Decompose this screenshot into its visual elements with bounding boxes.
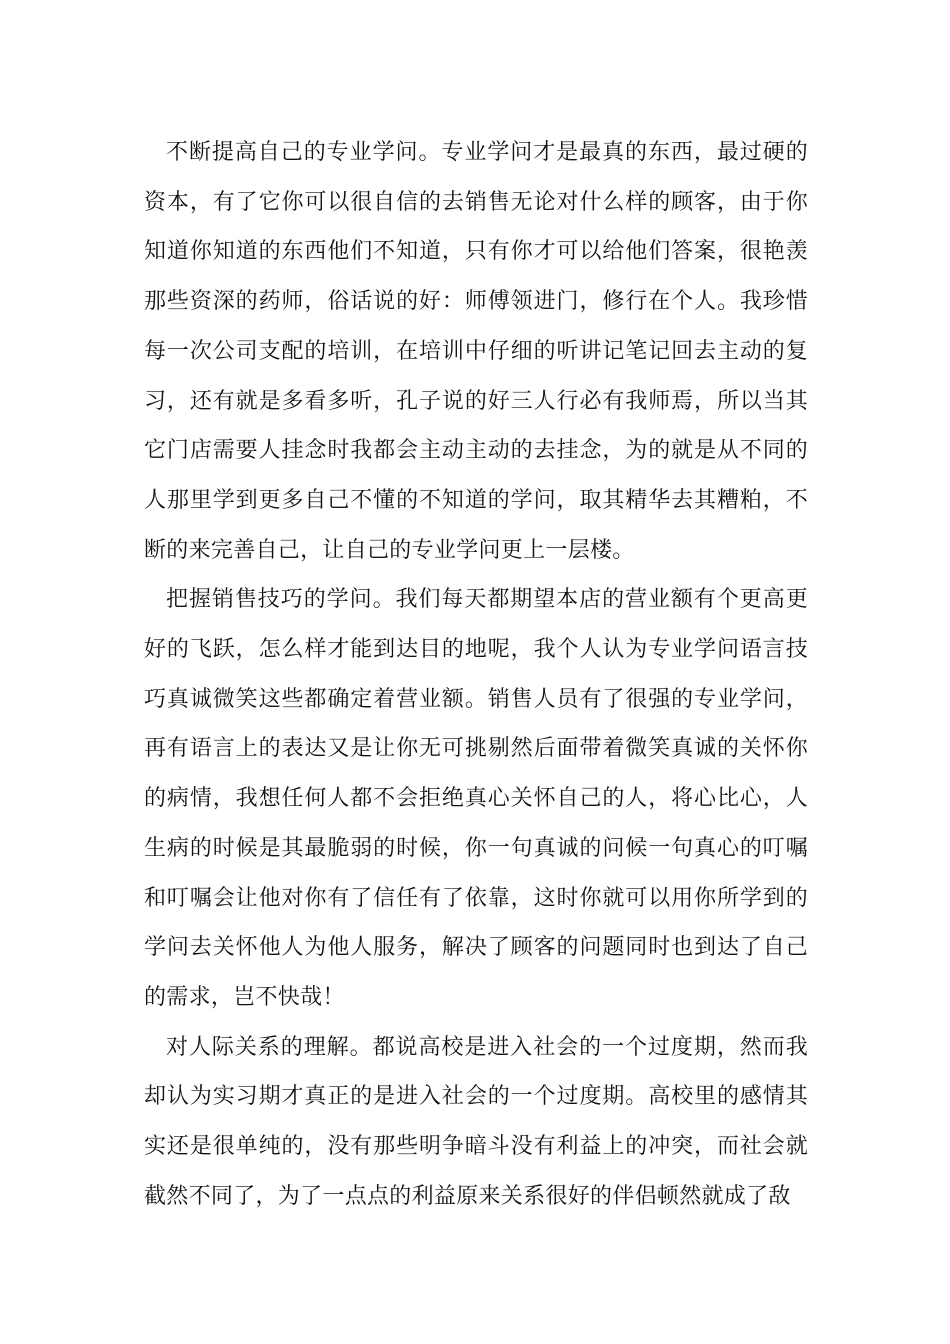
document-body	[144, 128, 808, 1221]
paragraph-sales-skills: 把握销售技巧的学问。我们每天都期望本店的营业额有个更高更好的飞跃，怎么样才能到达目的地呢，我个人认为专业学问语言技巧真诚微笑这些都确定着营业额。销售人员有了很强的专业学问，再有语言上的表达又是让你无可挑剔然后面带着微笑真诚的关怀你的病情，我想任何人都不会拒绝真心关怀自己的人，将心比心，人生病的时候是其最脆弱的时候，你一句真诚的问候一句真心的叮嘱和叮嘱会让他对你有了信任有了依靠，这时你就可以用你所学到的学问去关怀他人为他人服务，解决了顾客的问题同时也到达了自己的需求，岂不快哉！	[144, 587, 808, 1010]
paragraph-interpersonal-relations: 对人际关系的理解。都说高校是进入社会的一个过度期，然而我却认为实习期才真正的是进入社会的一个过度期。高校里的感情其实还是很单纯的，没有那些明争暗斗没有利益上的冲突，而社会就截然不同了，为了一点点的利益原来关系很好的伴侣顿然就成了敌	[144, 1034, 808, 1209]
paragraph-professional-knowledge: 不断提高自己的专业学问。专业学问才是最真的东西，最过硬的资本，有了它你可以很自信的去销售无论对什么样的顾客，由于你知道你知道的东西他们不知道，只有你才可以给他们答案，很艳羡那些资深的药师，俗话说的好：师傅领进门，修行在个人。我珍惜每一次公司支配的培训，在培训中仔细的听讲记笔记回去主动的复习，还有就是多看多听，孔子说的好三人行必有我师焉，所以当其它门店需要人挂念时我都会主动主动的去挂念，为的就是从不同的人那里学到更多自己不懂的不知道的学问，取其精华去其糟粕，不断的来完善自己，让自己的专业学问更上一层楼。	[144, 140, 808, 563]
